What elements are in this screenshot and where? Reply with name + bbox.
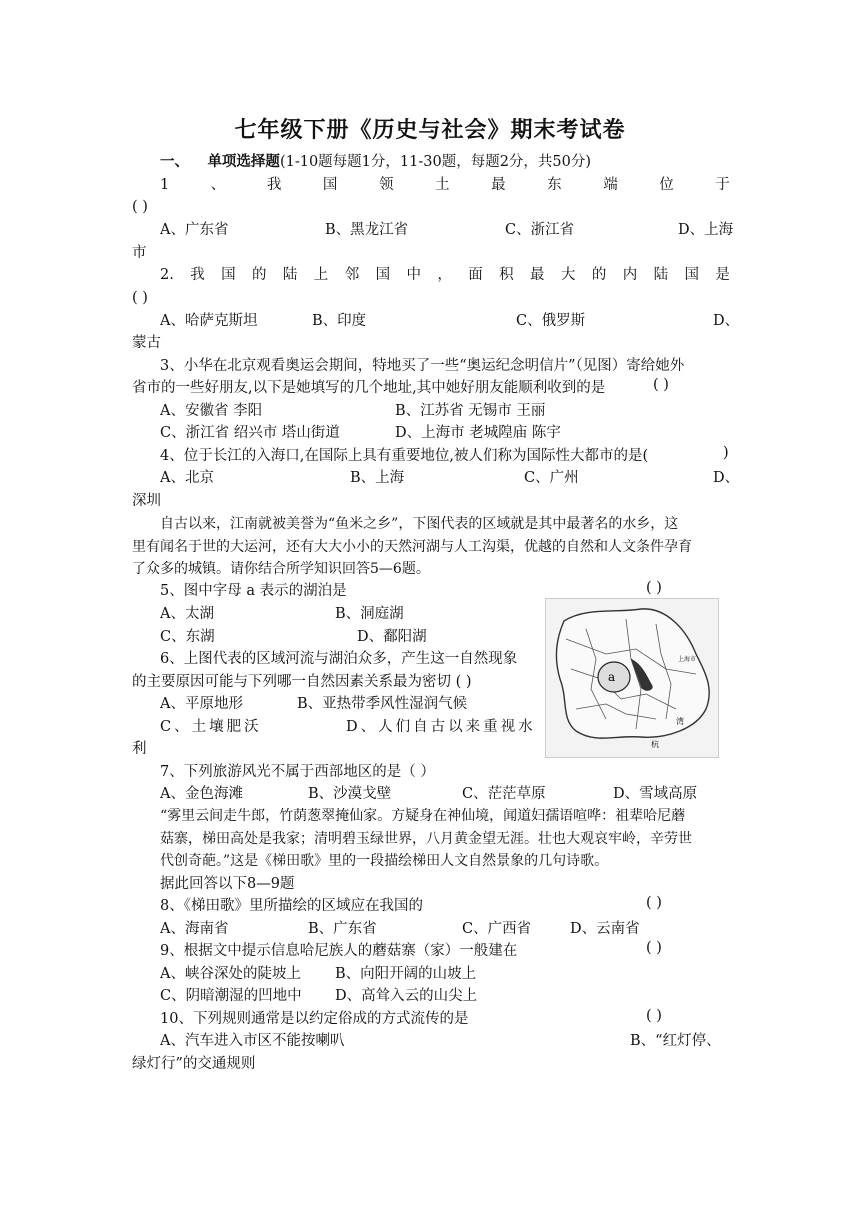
stem-char: 中 [406, 267, 421, 283]
question-3-line-2: 省市的一些好朋友,以下是她填写的几个地址,其中她好朋友能顺利收到的是 [132, 380, 606, 396]
passage-2: “雾里云间走牛郎，竹荫葱翠掩仙家。方疑身在神仙境，闻道妇孺语喧哗：祖辈哈尼蘑 菇寨，梯田高处是我家；清明碧玉绿世界，八月黄金望无涯。壮也大观哀牢岭，辛劳世 代创奇葩。”这是《梯田歌》里的一段描绘梯田人文自然景象的几句诗歌。 [160, 808, 692, 869]
option-a: A、安徽省 李阳 [160, 403, 263, 419]
stem-char: 国 [322, 177, 338, 193]
question-5-paren: ( ) [646, 580, 662, 596]
question-8-stem: 8、《梯田歌》里所描绘的区域应在我国的 [160, 898, 423, 914]
stem-char: 土 [435, 177, 450, 193]
question-6-line-2: 的主要原因可能与下列哪一自然因素关系最为密切 ( ) [132, 674, 472, 690]
stem-char: 我 [266, 177, 282, 193]
stem-char: 面 [468, 267, 483, 283]
stem-char: 大 [560, 267, 576, 283]
option-b: B、印度 [312, 313, 367, 329]
question-10-stem: 10、下列规则通常是以约定俗成的方式流传的是 [160, 1011, 469, 1027]
map-label-hangzhou: 杭 [651, 740, 659, 749]
question-4-stem: 4、位于长江的入海口,在国际上具有重要地位,被人们称为国际性大都市的是( [160, 448, 649, 464]
question-2-paren: ( ) [132, 290, 148, 306]
option-d: D、上海市 老城隍庙 陈宇 [395, 425, 561, 441]
stem-char: 、 [210, 177, 226, 193]
passage-1: 自古以来，江南就被美誉为“鱼米之乡”，下图代表的区域就是其中最著名的水乡，这 里有闻名于世的大运河，还有大大小小的天然河湖与人工沟渠，优越的自然和人文条件孕育 了众多的城镇。请你结合所学知识回答5—6题。 [132, 516, 692, 577]
option-c: C、俄罗斯 [516, 313, 586, 329]
stem-char: 领 [378, 177, 394, 193]
stem-char: 的 [591, 267, 607, 283]
question-7-stem: 7、下列旅游风光不属于西部地区的是（ ） [160, 764, 435, 780]
stem-char: 最 [530, 267, 545, 283]
stem-char: 端 [603, 177, 618, 193]
page-title: 七年级下册《历史与社会》期末考试卷 [234, 117, 626, 143]
stem-char: 是 [715, 267, 730, 283]
stem-char: 1 [160, 177, 170, 193]
question-9-stem: 9、根据文中提示信息哈尼族人的蘑菇寨（家）一般建在 [160, 943, 518, 959]
stem-char: 国 [684, 267, 699, 283]
passage-2-tail: 据此回答以下8—9题 [160, 876, 295, 892]
option-b: B、上海 [350, 470, 405, 486]
map-label-shanghai: 上海市 [678, 656, 697, 663]
question-4-paren: ) [723, 445, 729, 461]
stem-char: 最 [491, 177, 506, 193]
question-5-stem: 5、图中字母 a 表示的湖泊是 [160, 583, 347, 599]
stem-char: ， [437, 267, 452, 283]
section-note: (1-10题每题1分，11-30题，每题2分，共50分) [279, 154, 592, 170]
question-1-wrap: 市 [132, 245, 147, 261]
option-c: C、浙江省 [505, 222, 575, 238]
stem-char: 国 [375, 267, 391, 283]
option-c: C、广州 [524, 470, 579, 486]
stem-char: 国 [221, 267, 236, 283]
option-d: D、上海 [678, 222, 734, 238]
option-c: C、浙江省 绍兴市 塔山街道 [160, 425, 340, 441]
option-a: A、北京 [160, 470, 214, 486]
option-b: B、江苏省 无锡市 王丽 [395, 403, 546, 419]
stem-char: 东 [547, 177, 562, 193]
stem-char: 内 [622, 267, 638, 283]
section-name: 单项选择题 [207, 153, 280, 170]
question-2-wrap: 蒙古 [132, 335, 161, 351]
option-a: A、广东省 [160, 222, 229, 238]
map-label-a: a [608, 670, 616, 684]
question-10-paren: ( ) [646, 1008, 662, 1024]
stem-char: 我 [190, 267, 205, 283]
question-4-wrap: 深圳 [132, 493, 161, 509]
option-d: D、 [713, 313, 740, 329]
question-8-paren: ( ) [646, 895, 662, 911]
stem-char: 2. [160, 267, 174, 283]
stem-char: 积 [499, 267, 514, 283]
stem-char: 位 [659, 177, 674, 193]
stem-char: 上 [313, 267, 329, 283]
question-3-paren: ( ) [653, 377, 669, 393]
question-9-paren: ( ) [646, 940, 662, 956]
question-1-paren: ( ) [132, 199, 148, 215]
stem-char: 的 [252, 267, 267, 283]
option-d: D、 [713, 470, 740, 486]
stem-char: 陆 [282, 267, 298, 283]
option-b: B、黑龙江省 [325, 222, 409, 238]
stem-char: 邻 [344, 267, 360, 283]
stem-char: 陆 [653, 267, 669, 283]
stem-char: 于 [715, 177, 730, 193]
question-3-line-1: 3、小华在北京观看奥运会期间，特地买了一些“奥运纪念明信片”（见图）寄给她外 [160, 358, 685, 374]
section-header [160, 151, 730, 174]
option-a: A、哈萨克斯坦 [160, 313, 258, 329]
question-10-wrap: 绿灯行”的交通规则 [132, 1056, 256, 1072]
question-2-stem [160, 264, 730, 287]
section-number: 一、 [160, 153, 189, 170]
question-1-stem [160, 174, 730, 197]
question-6-line-1: 6、上图代表的区域河流与湖泊众多，产生这一自然现象 [160, 651, 518, 667]
question-6-wrap: 利 [132, 741, 147, 757]
map-label-bay: 湾 [676, 717, 684, 726]
